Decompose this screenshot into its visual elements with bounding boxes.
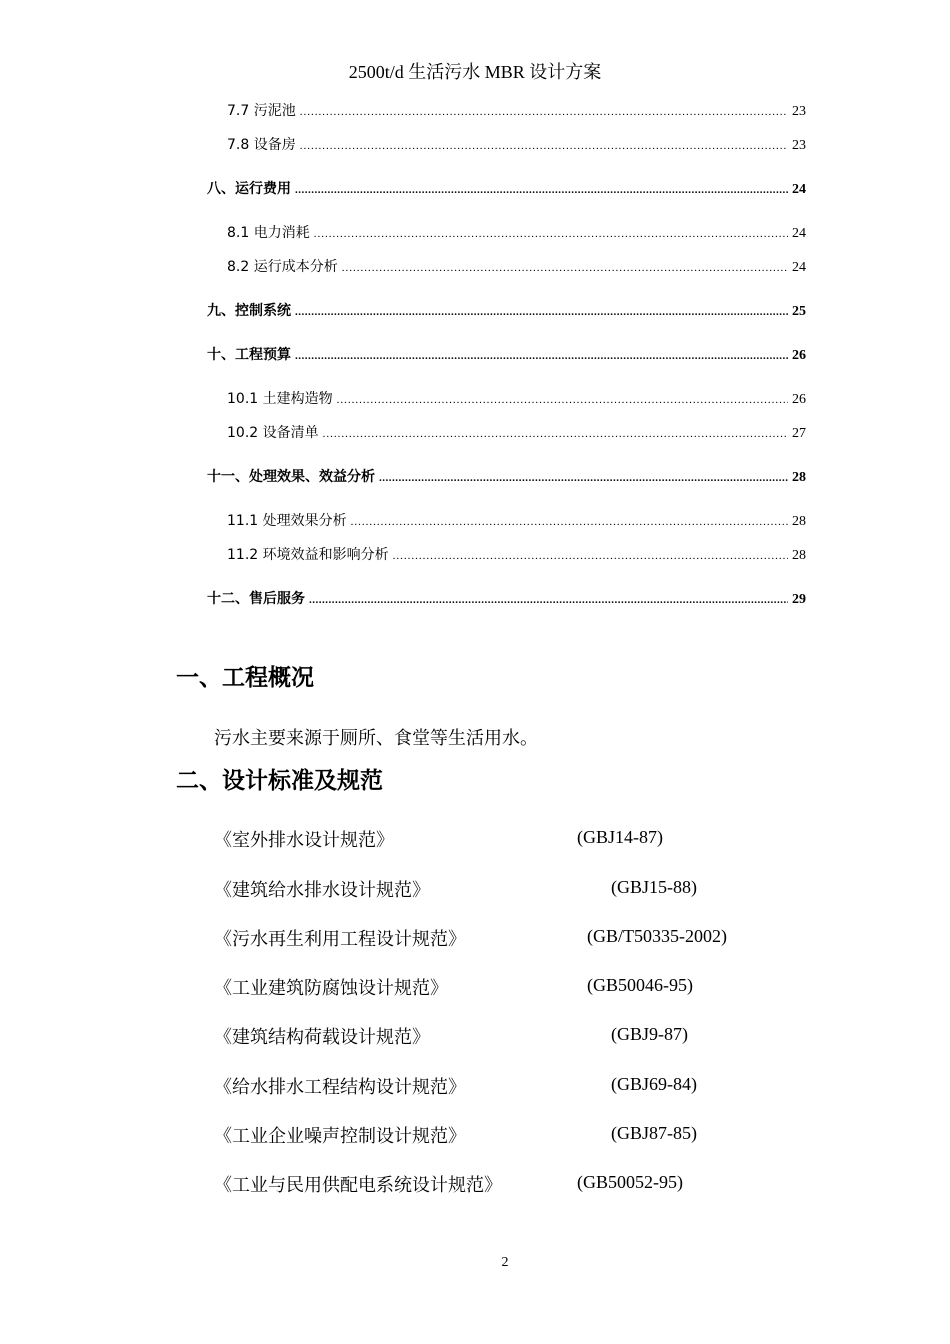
toc-entry[interactable] — [227, 388, 806, 410]
toc-chapter-page: 24 — [792, 182, 806, 197]
toc-chapter-title: 八、运行费用 — [207, 181, 291, 197]
toc-leader — [323, 428, 788, 440]
standard-code: (GB/T50335-2002) — [587, 926, 727, 946]
standard-name: 《建筑结构荷载设计规范》 — [214, 1027, 430, 1048]
standard-code: (GBJ14-87) — [577, 827, 663, 847]
toc-leader — [300, 140, 788, 152]
overview-paragraph: 污水主要来源于厕所、食堂等生活用水。 — [214, 728, 538, 749]
toc-leader — [309, 594, 788, 606]
standard-name: 《给水排水工程结构设计规范》 — [214, 1077, 466, 1098]
standard-code: (GBJ87-85) — [611, 1123, 697, 1143]
standard-code: (GBJ9-87) — [611, 1024, 688, 1044]
page-header: 2500t/d 生活污水 MBR 设计方案 — [348, 62, 602, 82]
toc-entry-page: 27 — [792, 426, 806, 441]
toc-entry-page: 24 — [792, 260, 806, 275]
toc-entry[interactable] — [227, 544, 806, 566]
toc-chapter-page: 26 — [792, 348, 806, 363]
toc-entry[interactable] — [227, 510, 806, 532]
toc-entry-title: 11.1 处理效果分析 — [227, 513, 347, 529]
toc-leader — [295, 184, 788, 196]
toc-chapter-title: 十、工程预算 — [207, 347, 291, 363]
toc-entry-page: 23 — [792, 138, 806, 153]
toc-entry-page: 26 — [792, 392, 806, 407]
toc-leader — [314, 228, 788, 240]
standard-name: 《建筑给水排水设计规范》 — [214, 880, 430, 901]
toc-entry[interactable] — [227, 422, 806, 444]
standard-code: (GB50052-95) — [577, 1172, 683, 1192]
toc-chapter[interactable] — [207, 178, 806, 200]
toc-entry-title: 8.2 运行成本分析 — [227, 259, 338, 275]
toc-leader — [337, 394, 788, 406]
toc-leader — [300, 106, 788, 118]
toc-entry-page: 24 — [792, 226, 806, 241]
toc-entry[interactable] — [227, 256, 806, 278]
section-heading-standards: 二、设计标准及规范 — [176, 768, 383, 794]
toc-entry-title: 8.1 电力消耗 — [227, 225, 310, 241]
toc-leader — [393, 550, 788, 562]
toc-entry-page: 28 — [792, 548, 806, 563]
toc-chapter-page: 28 — [792, 470, 806, 485]
toc-entry[interactable] — [227, 222, 806, 244]
toc-entry-title: 11.2 环境效益和影响分析 — [227, 547, 389, 563]
page-number: 2 — [501, 1255, 509, 1270]
standard-code: (GBJ69-84) — [611, 1074, 697, 1094]
standard-code: (GB50046-95) — [587, 975, 693, 995]
toc-chapter[interactable] — [207, 588, 806, 610]
toc-chapter-page: 29 — [792, 592, 806, 607]
standard-name: 《工业与民用供配电系统设计规范》 — [214, 1175, 502, 1196]
toc-chapter-title: 十二、售后服务 — [207, 591, 305, 607]
standard-name: 《污水再生利用工程设计规范》 — [214, 929, 466, 950]
toc-leader — [351, 516, 788, 528]
section-heading-overview: 一、工程概况 — [176, 665, 314, 691]
toc-chapter-title: 十一、处理效果、效益分析 — [207, 469, 375, 485]
toc-entry[interactable] — [227, 134, 806, 156]
toc-entry-page: 23 — [792, 104, 806, 119]
toc-entry-title: 10.1 土建构造物 — [227, 391, 333, 407]
toc-entry[interactable] — [227, 100, 806, 122]
standard-name: 《工业建筑防腐蚀设计规范》 — [214, 978, 448, 999]
toc-entry-page: 28 — [792, 514, 806, 529]
toc-chapter[interactable] — [207, 466, 806, 488]
standard-code: (GBJ15-88) — [611, 877, 697, 897]
toc-entry-title: 10.2 设备清单 — [227, 425, 319, 441]
toc-chapter-title: 九、控制系统 — [207, 303, 291, 319]
toc-leader — [295, 350, 788, 362]
toc-leader — [379, 472, 788, 484]
toc-leader — [342, 262, 788, 274]
standard-name: 《室外排水设计规范》 — [214, 830, 394, 851]
toc-entry-title: 7.8 设备房 — [227, 137, 296, 153]
toc-chapter[interactable] — [207, 344, 806, 366]
toc-chapter-page: 25 — [792, 304, 806, 319]
toc-chapter[interactable] — [207, 300, 806, 322]
standard-name: 《工业企业噪声控制设计规范》 — [214, 1126, 466, 1147]
toc-entry-title: 7.7 污泥池 — [227, 103, 296, 119]
toc-leader — [295, 306, 788, 318]
